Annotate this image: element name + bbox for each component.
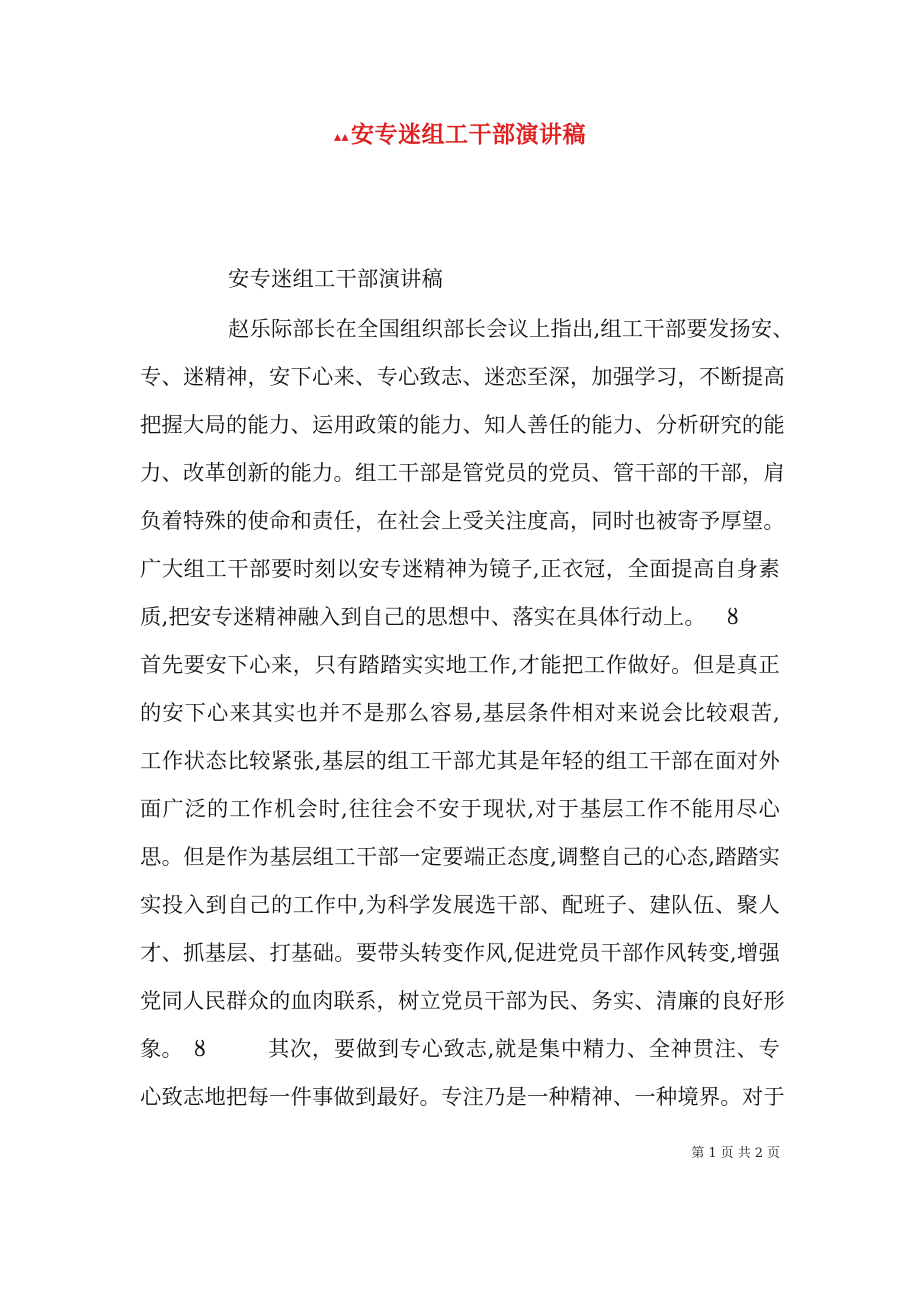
body-line: 实投入到自己的工作中,为科学发展选干部、配班子、建队伍、聚人 [140, 893, 780, 918]
paragraph-mark: ȣ [193, 1037, 206, 1062]
body-line: 广大组工干部要时刻以安专迷精神为镜子,正衣冠，全面提高自身素 [140, 557, 780, 582]
body-line: 把握大局的能力、运用政策的能力、知人善任的能力、分析研究的能 [140, 413, 785, 438]
footer-label: 页 [766, 1146, 780, 1161]
body-line: 才、抓基层、打基础。要带头转变作风,促进党员干部作风转变,增强 [140, 941, 780, 966]
body-line: 的安下心来其实也并不是那么容易,基层条件相对来说会比较艰苦, [140, 701, 780, 726]
paragraph-mark: ȣ [726, 605, 739, 630]
body-line [140, 603, 780, 633]
body-line-text: 象。 [140, 1037, 183, 1062]
body-line: 其次，要做到专心致志,就是集中精力、全神贯注、专 [268, 1037, 780, 1062]
body-line: 面广泛的工作机会时,往往会不安于现状,对于基层工作不能用尽心 [140, 797, 780, 822]
body-line: 工作状态比较紧张,基层的组工干部尤其是年轻的组工干部在面对外 [140, 749, 780, 774]
current-page-number: 1 [708, 1146, 717, 1161]
body-line: 负着特殊的使命和责任，在社会上受关注度高，同时也被寄予厚望。 [140, 509, 785, 534]
footer-label: 第 [691, 1146, 705, 1161]
footer-label: 共 [737, 1146, 751, 1161]
body-line: 心致志地把每一件事做到最好。专注乃是一种精神、一种境界。对于 [140, 1085, 785, 1110]
body-line: 力、改革创新的能力。组工干部是管党员的党员、管干部的干部，肩 [140, 461, 785, 486]
total-pages-number: 2 [754, 1146, 763, 1161]
body-line: 首先要安下心来，只有踏踏实实地工作,才能把工作做好。但是真正 [140, 653, 780, 678]
footer-label: 页 [720, 1146, 734, 1161]
body-line-text: 质,把安专迷精神融入到自己的思想中、落实在具体行动上。 [140, 605, 706, 630]
title-text: 安专迷组工干部演讲稿 [351, 121, 587, 148]
body-line: 专、迷精神，安下心来、专心致志、迷恋至深，加强学习，不断提高 [140, 365, 785, 390]
title-mark-icon: ▴▴ [333, 129, 350, 145]
body-line: 党同人民群众的血肉联系，树立党员干部为民、务实、清廉的良好形 [140, 989, 785, 1014]
page-footer [0, 1142, 780, 1161]
subtitle: 安专迷组工干部演讲稿 [228, 267, 443, 292]
body-line: 赵乐际部长在全国组织部长会议上指出,组工干部要发扬安、 [228, 317, 794, 342]
document-title [0, 116, 920, 149]
body-line: 思。但是作为基层组工干部一定要端正态度,调整自己的心态,踏踏实 [140, 845, 780, 870]
